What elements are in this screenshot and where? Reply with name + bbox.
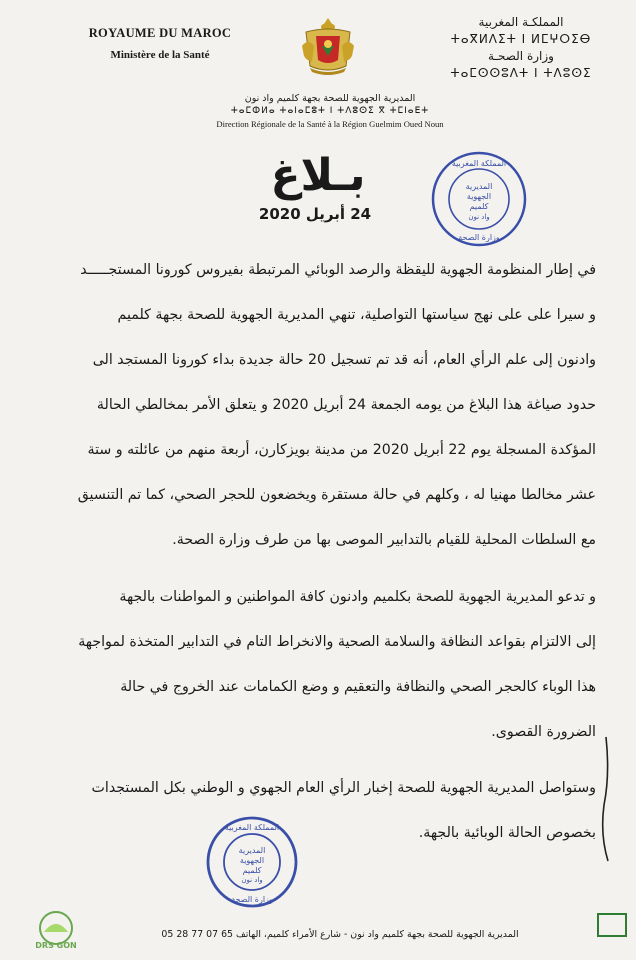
kingdom-ar: المملكـة المغربية xyxy=(478,15,564,29)
body-line: المؤكدة المسجلة يوم 22 أبريل 2020 من مدينة بويزكارن، أربعة منهم من عائلته و ستة xyxy=(87,442,596,458)
body-line: مع السلطات المحلية للقيام بالتدابير الموصى بها من طرف وزارة الصحة. xyxy=(172,532,596,548)
paragraph-3 xyxy=(38,766,596,856)
body-line: الضرورة القصوى. xyxy=(491,724,596,740)
stamp2-inner-2: الجهوية xyxy=(239,856,265,865)
body-line: وادنون إلى علم الرأي العام، أنه قد تم تسجيل 20 حالة جديدة بداء كورونا المستجد الى xyxy=(92,352,596,368)
stamp2-bottom-text: وزارة الصحة xyxy=(231,895,273,904)
stamp-inner-4: واد نون xyxy=(468,213,490,221)
header-french xyxy=(70,26,250,61)
stamp-inner-3: كلميم xyxy=(469,202,489,211)
body-line: إلى الالتزام بقواعد النظافة والسلامة الصحية والانخراط التام في التدابير المتخذة لمواجهة xyxy=(78,634,596,650)
stamp2-inner-1: المديرية xyxy=(238,846,266,855)
directorate-ar: المديرية الجهوية للصحة بجهة كلميم واد نون xyxy=(244,93,416,104)
paragraph-2 xyxy=(38,575,596,755)
header-arabic xyxy=(436,14,606,82)
drs-logo-text: DRS GON xyxy=(35,941,77,950)
stamp-inner-2: الجهوية xyxy=(466,192,492,201)
official-stamp-icon xyxy=(430,150,528,252)
directorate-block xyxy=(180,92,480,131)
body-line: هذا الوباء كالحجر الصحي والنظافة والتعقيم و وضع الكمامات عند الخروج في حالة xyxy=(120,679,596,695)
kingdom-tifinagh: ⵜⴰⴳⵍⴷⵉⵜ ⵏ ⵍⵎⵖⵔⵉⴱ xyxy=(450,32,592,46)
body-line: و سيرا على على نهج سياستها التواصلية، تنهي المديرية الجهوية للصحة بجهة كلميم xyxy=(117,307,596,323)
directorate-tifinagh: ⵜⴰⵎⵀⵍⴰ ⵜⴰⵏⴰⵎⵓⵜ ⵏ ⵜⴷⵓⵙⵉ ⴳ ⵜⵎⵏⴰⴹⵜ xyxy=(230,106,430,116)
body-line: بخصوص الحالة الوبائية بالجهة. xyxy=(418,825,596,841)
ministry-tifinagh: ⵜⴰⵎⵙⵙⵓⴷⵜ ⵏ ⵜⴷⵓⵙⵉ xyxy=(450,66,592,80)
body-line: عشر مخالطا مهنيا له ، وكلهم في حالة مستقرة ويخضعون للحجر الصحي، كما تم التنسيق xyxy=(77,487,596,503)
document-date: 24 أبريل 2020 xyxy=(258,205,372,223)
directorate-fr: Direction Régionale de la Santé à la Région Guelmim Oued Noun xyxy=(216,119,444,129)
body-line: حدود صياغة هذا البلاغ من يومه الجمعة 24 أبريل 2020 و يتعلق الأمر بمخالطي الحالة xyxy=(96,397,596,413)
footer-address: المديرية الجهوية للصحة بجهة كلميم واد نون - شارع الأمراء كلميم، الهاتف 65 07 77 28 05 xyxy=(161,929,519,940)
ministry-ar: وزارة الصحـة xyxy=(488,49,554,63)
body-line: في إطار المنظومة الجهوية لليقظة والرصد الوبائي المرتبطة بفيروس كورونا المستجـــــد xyxy=(80,262,596,278)
body-line: وستواصل المديرية الجهوية للصحة إخبار الرأي العام الجهوي و الوطني بكل المستجدات xyxy=(91,780,596,796)
stamp-top-text: المملكة المغربية xyxy=(451,159,507,168)
document-title: بـلاغ xyxy=(270,150,366,201)
stamp-inner-1: المديرية xyxy=(465,182,493,191)
stamp2-top-text: المملكة المغربية xyxy=(224,823,280,832)
ministry-fr: Ministère de la Santé xyxy=(110,49,210,61)
stamp-bottom-text: وزارة الصحة xyxy=(458,233,500,242)
official-stamp-bottom-icon xyxy=(205,815,299,913)
drs-logo-icon xyxy=(28,908,84,956)
crescent-logo-icon xyxy=(596,908,630,946)
paragraph-1 xyxy=(38,248,596,563)
royal-emblem-icon xyxy=(300,16,356,80)
kingdom-fr: ROYAUME DU MAROC xyxy=(88,26,232,40)
signature-mark-icon xyxy=(588,735,618,869)
stamp2-inner-4: واد نون xyxy=(241,876,263,884)
body-line: و تدعو المديرية الجهوية للصحة بكلميم وادنون كافة المواطنين و المواطنات بالجهة xyxy=(119,589,596,605)
stamp2-inner-3: كلميم xyxy=(242,866,262,875)
